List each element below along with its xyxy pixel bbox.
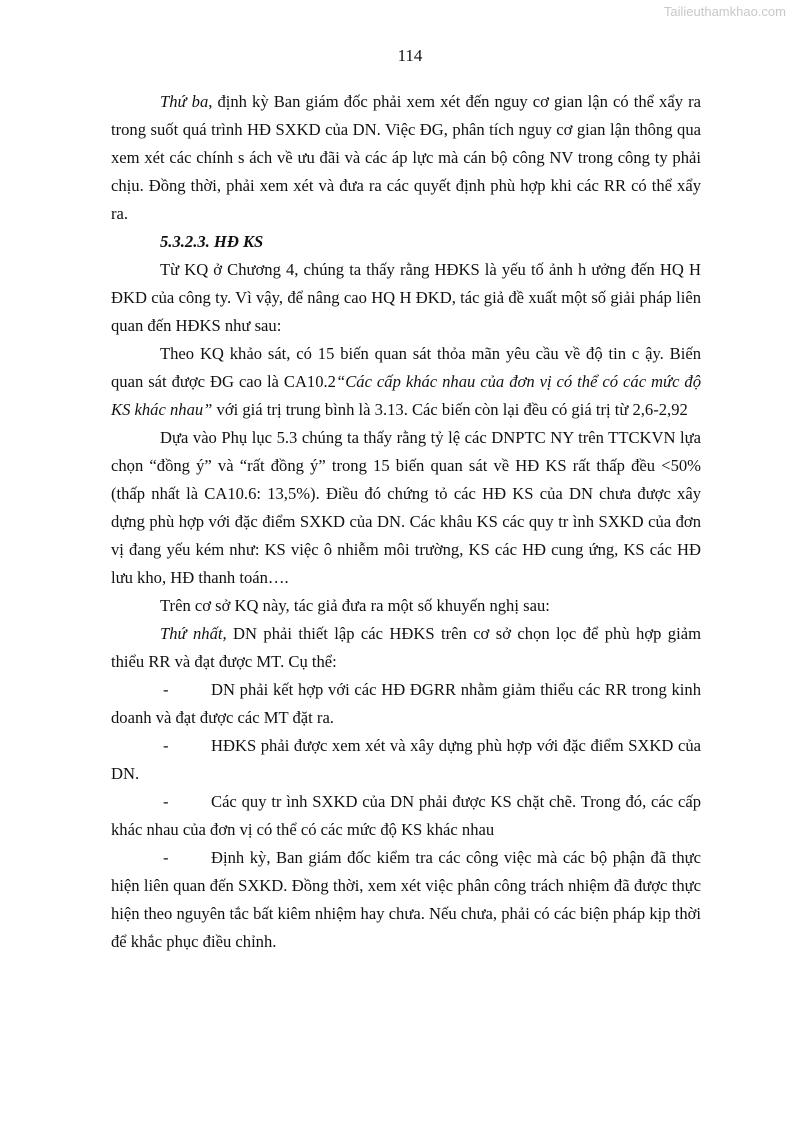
- paragraph: [111, 340, 701, 424]
- bullet-dash: -: [163, 736, 169, 755]
- bullet-text: Các quy tr ình SXKD của DN phải được KS chặt chẽ. Trong đó, các cấp khác nhau của đơn vị có thể có các mức độ KS khác nhau: [111, 792, 701, 839]
- section-heading: 5.3.2.3. HĐ KS: [160, 232, 264, 251]
- italic-lead: Thứ ba: [160, 92, 209, 111]
- paragraph-text: , định kỳ Ban giám đốc phải xem xét đến nguy cơ gian lận có thể xẩy ra trong suốt quá trình HĐ SXKD của DN. Việc ĐG, phân tích nguy cơ gian lận thông qua xem xét các chính s ách về ưu đãi và các áp lực mà cán bộ công NV trong công ty phải chịu. Đồng thời, phải xem xét và đưa ra các quyết định phù hợp khi các RR có thể xẩy ra.: [111, 92, 701, 223]
- paragraph: [111, 88, 701, 228]
- italic-lead: Thứ nhất,: [160, 624, 227, 643]
- paragraph-text: với giá trị trung bình là 3.13. Các biến còn lại đều có giá trị từ 2,6-2,92: [212, 400, 688, 419]
- document-body: [111, 88, 701, 956]
- watermark: Tailieuthamkhao.com: [663, 4, 786, 19]
- bullet-text: HĐKS phải được xem xét và xây dựng phù hợp với đặc điểm SXKD của DN.: [111, 736, 701, 783]
- bullet-item: [111, 788, 701, 844]
- bullet-dash: -: [163, 680, 169, 699]
- bullet-item: [111, 844, 701, 956]
- paragraph: Từ KQ ở Chương 4, chúng ta thấy rằng HĐKS là yếu tố ảnh h ưởng đến HQ H ĐKD của công ty. Vì vậy, để nâng cao HQ H ĐKD, tác giả đề xuất một số giải pháp liên quan đến HĐKS như sau:: [111, 260, 701, 335]
- bullet-text: Định kỳ, Ban giám đốc kiểm tra các công việc mà các bộ phận đã thực hiện liên quan đến SXKD. Đồng thời, xem xét việc phân công trách nhiệm đã được thực hiện theo nguyên tắc bất kiêm nhiệm hay chưa. Nếu chưa, phải có các biện pháp kịp thời để khắc phục điều chỉnh.: [111, 848, 701, 951]
- bullet-text: DN phải kết hợp với các HĐ ĐGRR nhằm giảm thiểu các RR trong kinh doanh và đạt được các MT đặt ra.: [111, 680, 701, 727]
- bullet-dash: -: [163, 848, 169, 867]
- paragraph: Trên cơ sở KQ này, tác giả đưa ra một số khuyến nghị sau:: [160, 596, 550, 615]
- paragraph: [111, 620, 701, 676]
- paragraph-text: Theo KQ khảo sát, có 15 biến quan sát thỏa mãn yêu cầu về độ tin c ậy. Biến quan sát được ĐG cao là CA10.2: [111, 344, 701, 391]
- paragraph-text: DN phải thiết lập các HĐKS trên cơ sở chọn lọc để phù hợp giảm thiểu RR và đạt được MT. Cụ thể:: [111, 624, 701, 671]
- paragraph: Dựa vào Phụ lục 5.3 chúng ta thấy rằng tỷ lệ các DNPTC NY trên TTCKVN lựa chọn “đồng ý” và “rất đồng ý” trong 15 biến quan sát về HĐ KS rất thấp đều <50% (thấp nhất là CA10.6: 13,5%). Điều đó chứng tỏ các HĐ KS của DN chưa được xây dựng phù hợp với đặc điểm SXKD của DN. Các khâu KS các quy tr ình SXKD của đơn vị đang yếu kém như: KS việc ô nhiễm môi trường, KS các HĐ cung ứng, KS các HĐ lưu kho, HĐ thanh toán….: [111, 428, 701, 587]
- bullet-dash: -: [163, 792, 169, 811]
- italic-quote: “Các cấp khác nhau của đơn vị có thể có các mức độ KS khác nhau”: [111, 372, 701, 419]
- page-number: 114: [397, 46, 423, 65]
- bullet-item: [111, 732, 701, 788]
- bullet-item: [111, 676, 701, 732]
